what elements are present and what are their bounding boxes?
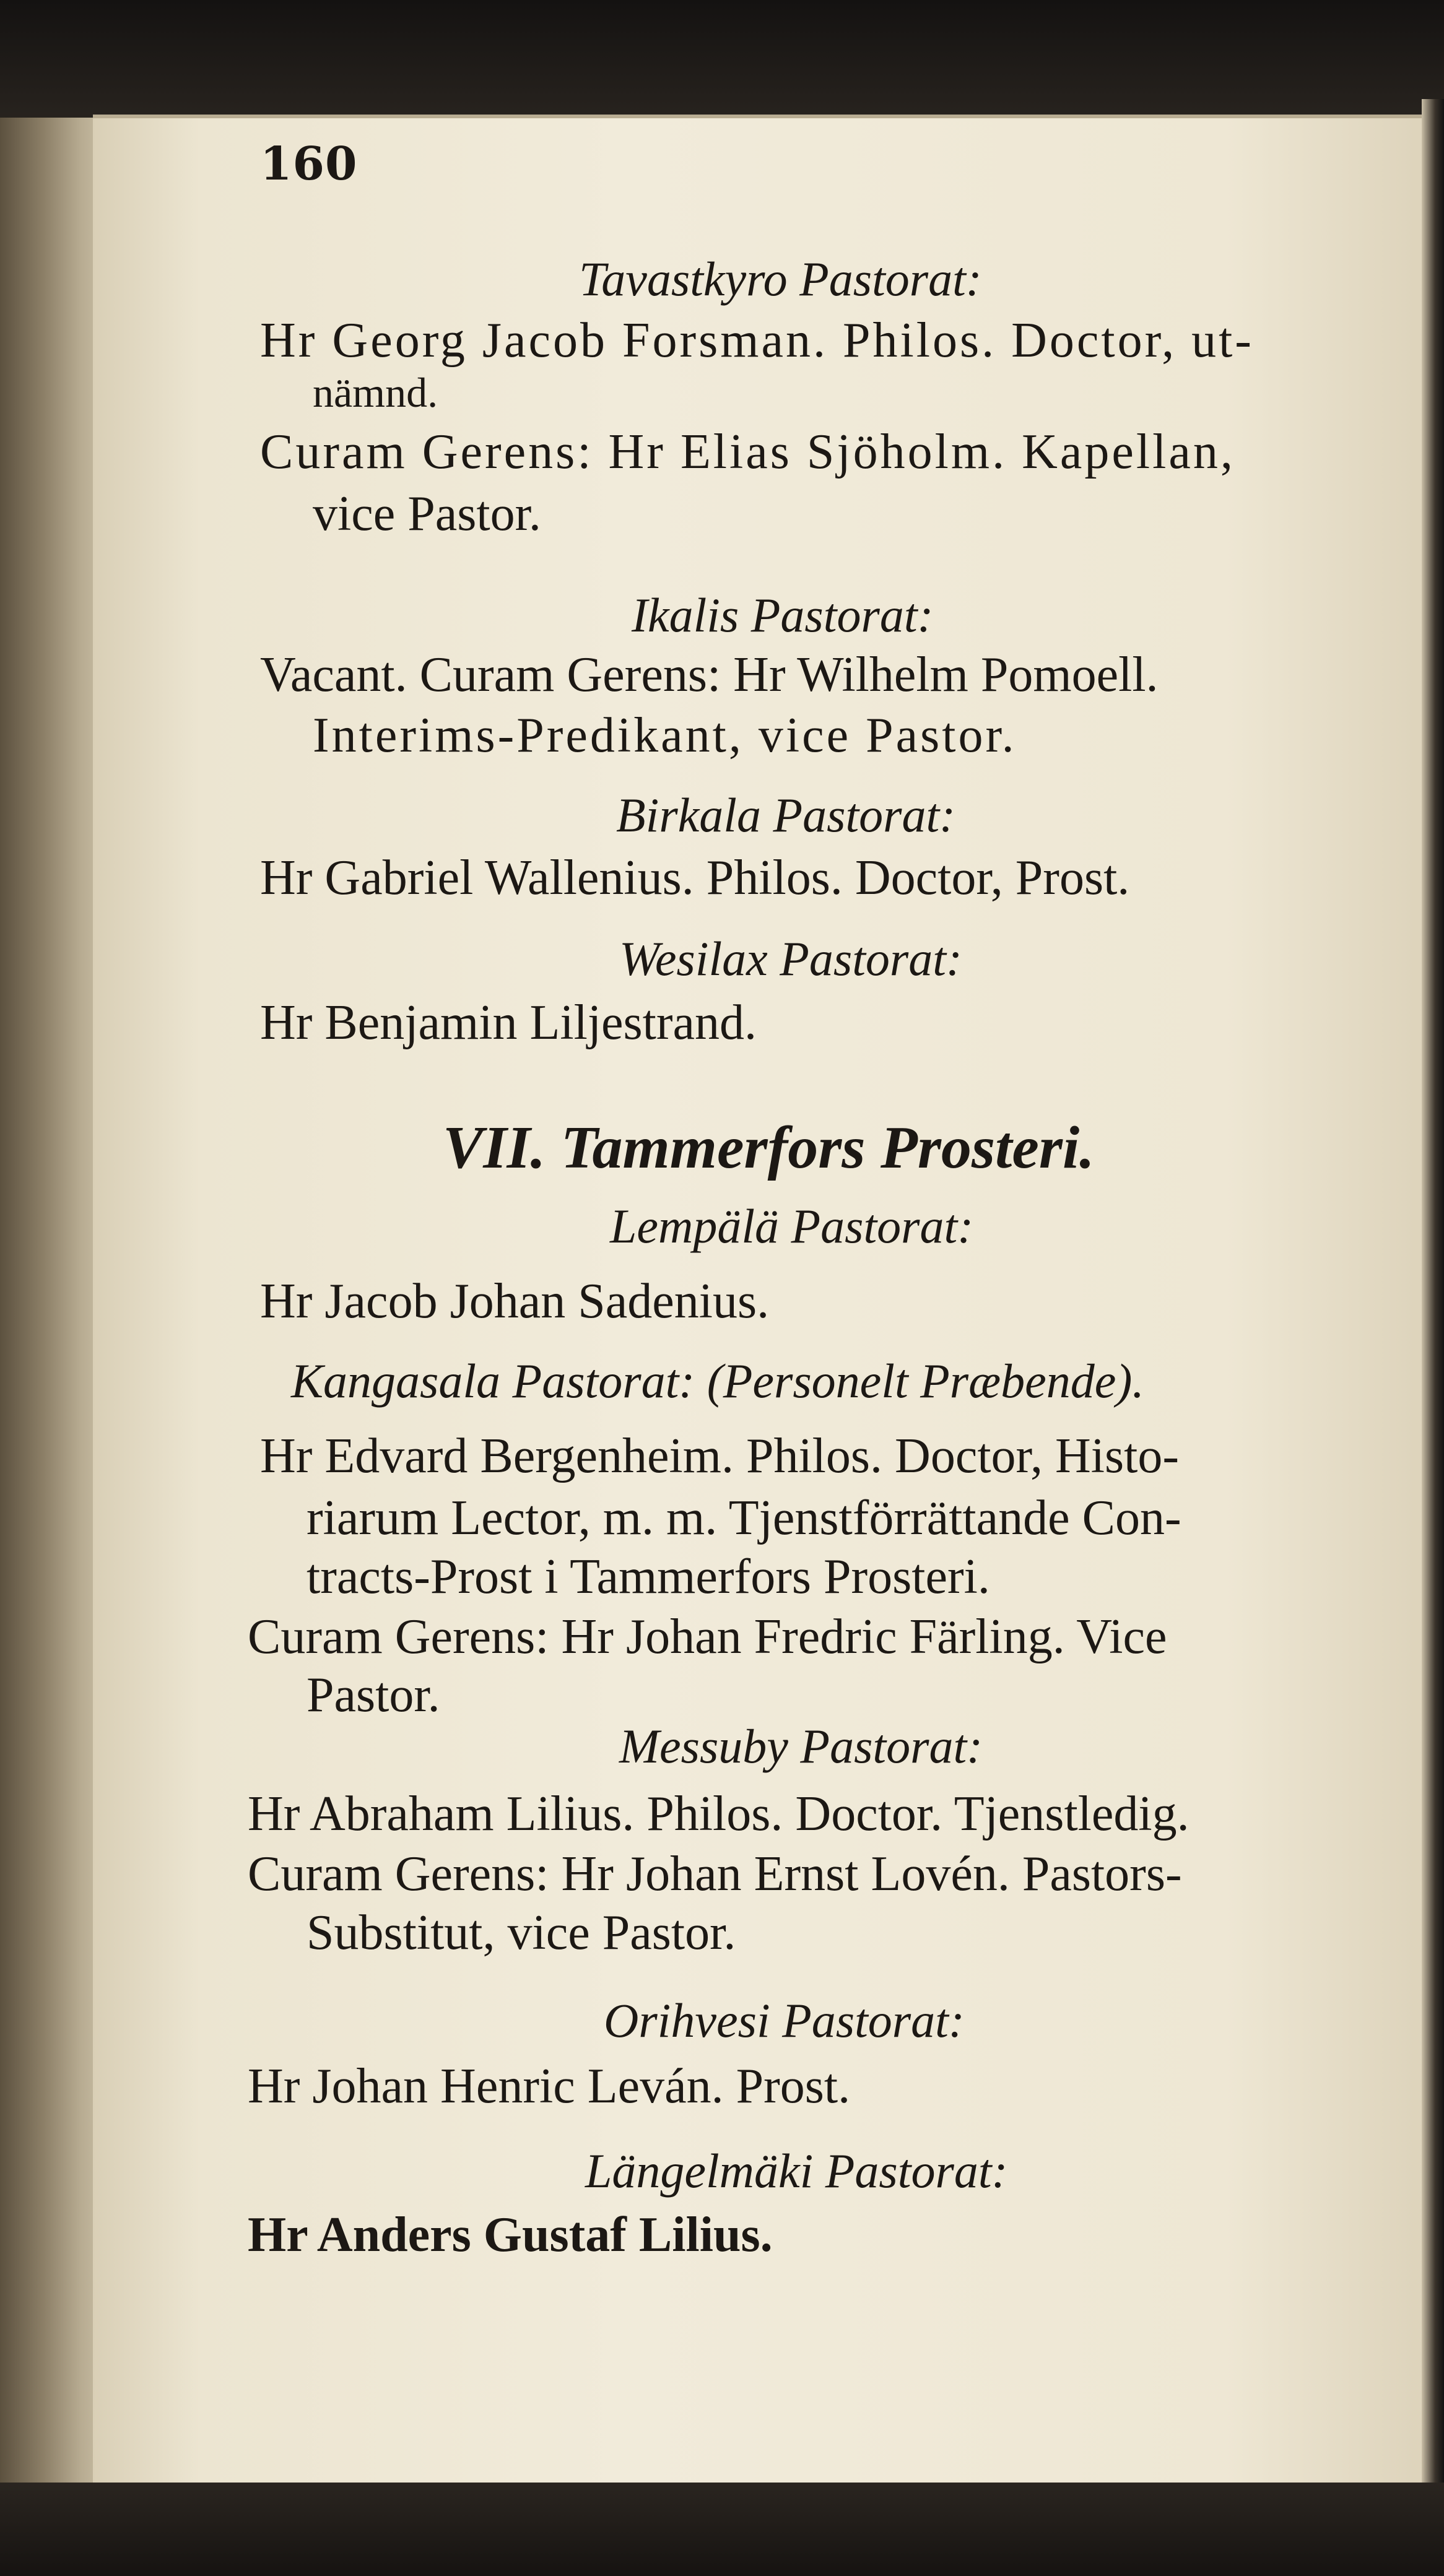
- text-line: Vacant. Curam Gerens: Hr Wilhelm Pomoell.: [260, 648, 1159, 702]
- text-line: Hr Edvard Bergenheim. Philos. Doctor, Histo-: [260, 1429, 1179, 1483]
- text-line: tracts-Prost i Tammerfors Prosteri.: [307, 1550, 990, 1604]
- text-line: Curam Gerens: Hr Johan Ernst Lovén. Pastors-: [248, 1847, 1182, 1901]
- heading-ikalis: Ikalis Pastorat:: [632, 588, 934, 642]
- heading-tavastkyro: Tavastkyro Pastorat:: [579, 252, 982, 306]
- heading-kangasala: Kangasala Pastorat: (Personelt Præbende).: [291, 1354, 1144, 1408]
- text-line: Hr Gabriel Wallenius. Philos. Doctor, Prost.: [260, 851, 1130, 905]
- text-line: nämnd.: [313, 369, 438, 416]
- text-line: Hr Benjamin Liljestrand.: [260, 995, 757, 1050]
- text-line: vice Pastor.: [313, 487, 541, 541]
- text-line: Hr Johan Henric Leván. Prost.: [248, 2059, 851, 2114]
- text-line: Interims-Predikant, vice Pastor.: [313, 708, 1017, 763]
- scan-bottom-background: [0, 2483, 1444, 2576]
- text-line: Hr Georg Jacob Forsman. Philos. Doctor, ut-: [260, 313, 1254, 368]
- text-line: Curam Gerens: Hr Elias Sjöholm. Kapellan,: [260, 425, 1235, 479]
- page-edge-shadow: [1422, 99, 1444, 2489]
- text-line: Substitut, vice Pastor.: [307, 1906, 736, 1960]
- heading-langelmaki: Längelmäki Pastorat:: [585, 2144, 1008, 2198]
- text-line: Hr Jacob Johan Sadenius.: [260, 1274, 770, 1329]
- heading-birkala: Birkala Pastorat:: [616, 788, 956, 842]
- text-line: Hr Abraham Lilius. Philos. Doctor. Tjenstledig.: [248, 1787, 1190, 1841]
- heading-wesilax: Wesilax Pastorat:: [619, 932, 962, 986]
- page-number: 160: [260, 137, 358, 191]
- scan-top-background: [0, 0, 1444, 133]
- heading-orihvesi: Orihvesi Pastorat:: [604, 1993, 965, 2047]
- text-line: Curam Gerens: Hr Johan Fredric Färling. Vice: [248, 1610, 1167, 1664]
- text-line: Hr Anders Gustaf Lilius.: [248, 2208, 773, 2262]
- section-heading-vii: VII. Tammerfors Prosteri.: [443, 1114, 1095, 1181]
- heading-lempala: Lempälä Pastorat:: [610, 1199, 974, 1253]
- text-line: Pastor.: [307, 1668, 440, 1722]
- text-line: riarum Lector, m. m. Tjenstförrättande Con-: [307, 1491, 1181, 1545]
- heading-messuby: Messuby Pastorat:: [619, 1719, 983, 1773]
